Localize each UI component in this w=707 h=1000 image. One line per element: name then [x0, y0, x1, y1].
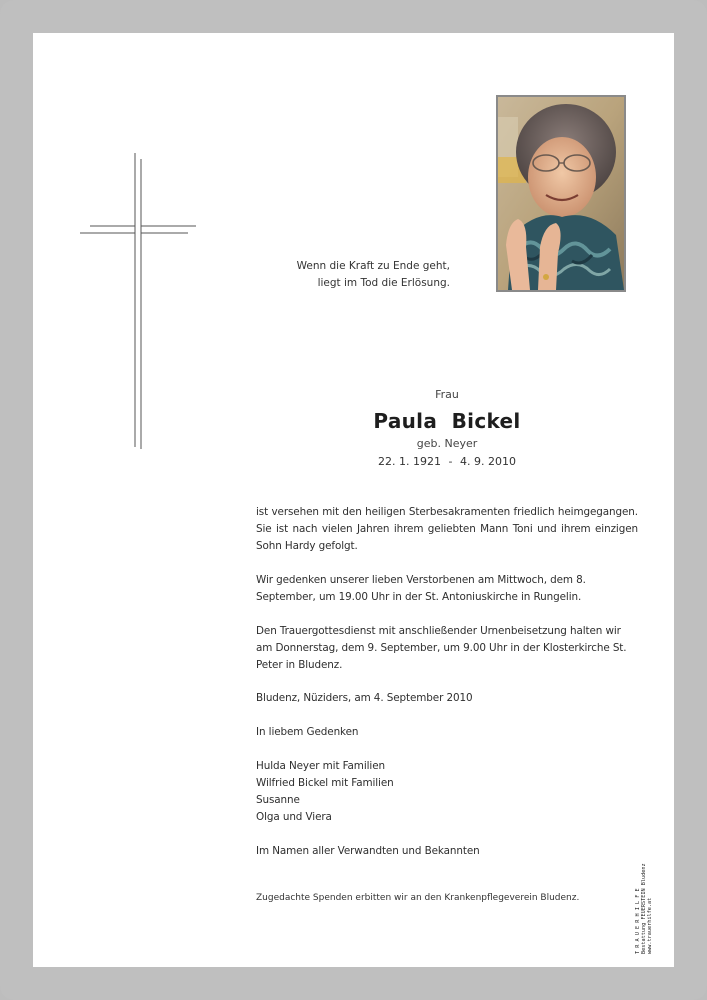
place-date: Bludenz, Nüziders, am 4. September 2010 [256, 692, 473, 704]
mourners-list [256, 758, 638, 826]
mourner-item: Olga und Viera [256, 811, 332, 823]
portrait-photo [496, 95, 626, 292]
salutation: Frau [435, 388, 459, 401]
donation-note: Zugedachte Spenden erbitten wir an den Krankenpflegeverein Bludenz. [256, 893, 580, 903]
quote [290, 258, 450, 292]
publisher-logo [635, 863, 663, 954]
logo-line: www.trauerhilfe.at [647, 897, 653, 954]
birth-date: 22. 1. 1921 [378, 455, 441, 468]
logo-line: T R A U E R H I L F E [635, 888, 641, 954]
deceased-name: Paula Bickel [373, 409, 521, 433]
birth-name: geb. Neyer [416, 437, 478, 450]
mourner-item: Susanne [256, 794, 300, 806]
quote-line: liegt im Tod die Erlösung. [317, 277, 450, 289]
quote-line: Wenn die Kraft zu Ende geht, [296, 260, 450, 272]
life-dates [300, 455, 594, 468]
remembrance-paragraph: Wir gedenken unserer lieben Verstorbenen am Mittwoch, dem 8. September, um 19.00 Uhr in der St. Antoniuskirche in Rungelin. [256, 574, 586, 603]
closing-line: In liebem Gedenken [256, 726, 359, 738]
mourner-item: Hulda Neyer mit Familien [256, 760, 385, 772]
mourner-item: Wilfried Bickel mit Familien [256, 777, 394, 789]
logo-line: Bestattung FEUERSTEIN Bludenz [641, 863, 647, 954]
service-paragraph: Den Trauergottesdienst mit anschließender Urnenbeisetzung halten wir am Donnerstag, dem 9. September, um 9.00 Uhr in der Klosterkirche St. Peter in Bludenz. [256, 625, 627, 671]
date-separator: - [448, 455, 453, 468]
relatives-note: Im Namen aller Verwandten und Bekannten [256, 845, 480, 857]
announcement-paragraph: ist versehen mit den heiligen Sterbesakramenten friedlich heimgegangen. Sie ist nach vielen Jahren ihrem geliebten Mann Toni und ihrem einzigen Sohn Hardy gefolgt. [256, 506, 638, 552]
death-date: 4. 9. 2010 [459, 455, 516, 468]
cross-icon [80, 153, 198, 449]
